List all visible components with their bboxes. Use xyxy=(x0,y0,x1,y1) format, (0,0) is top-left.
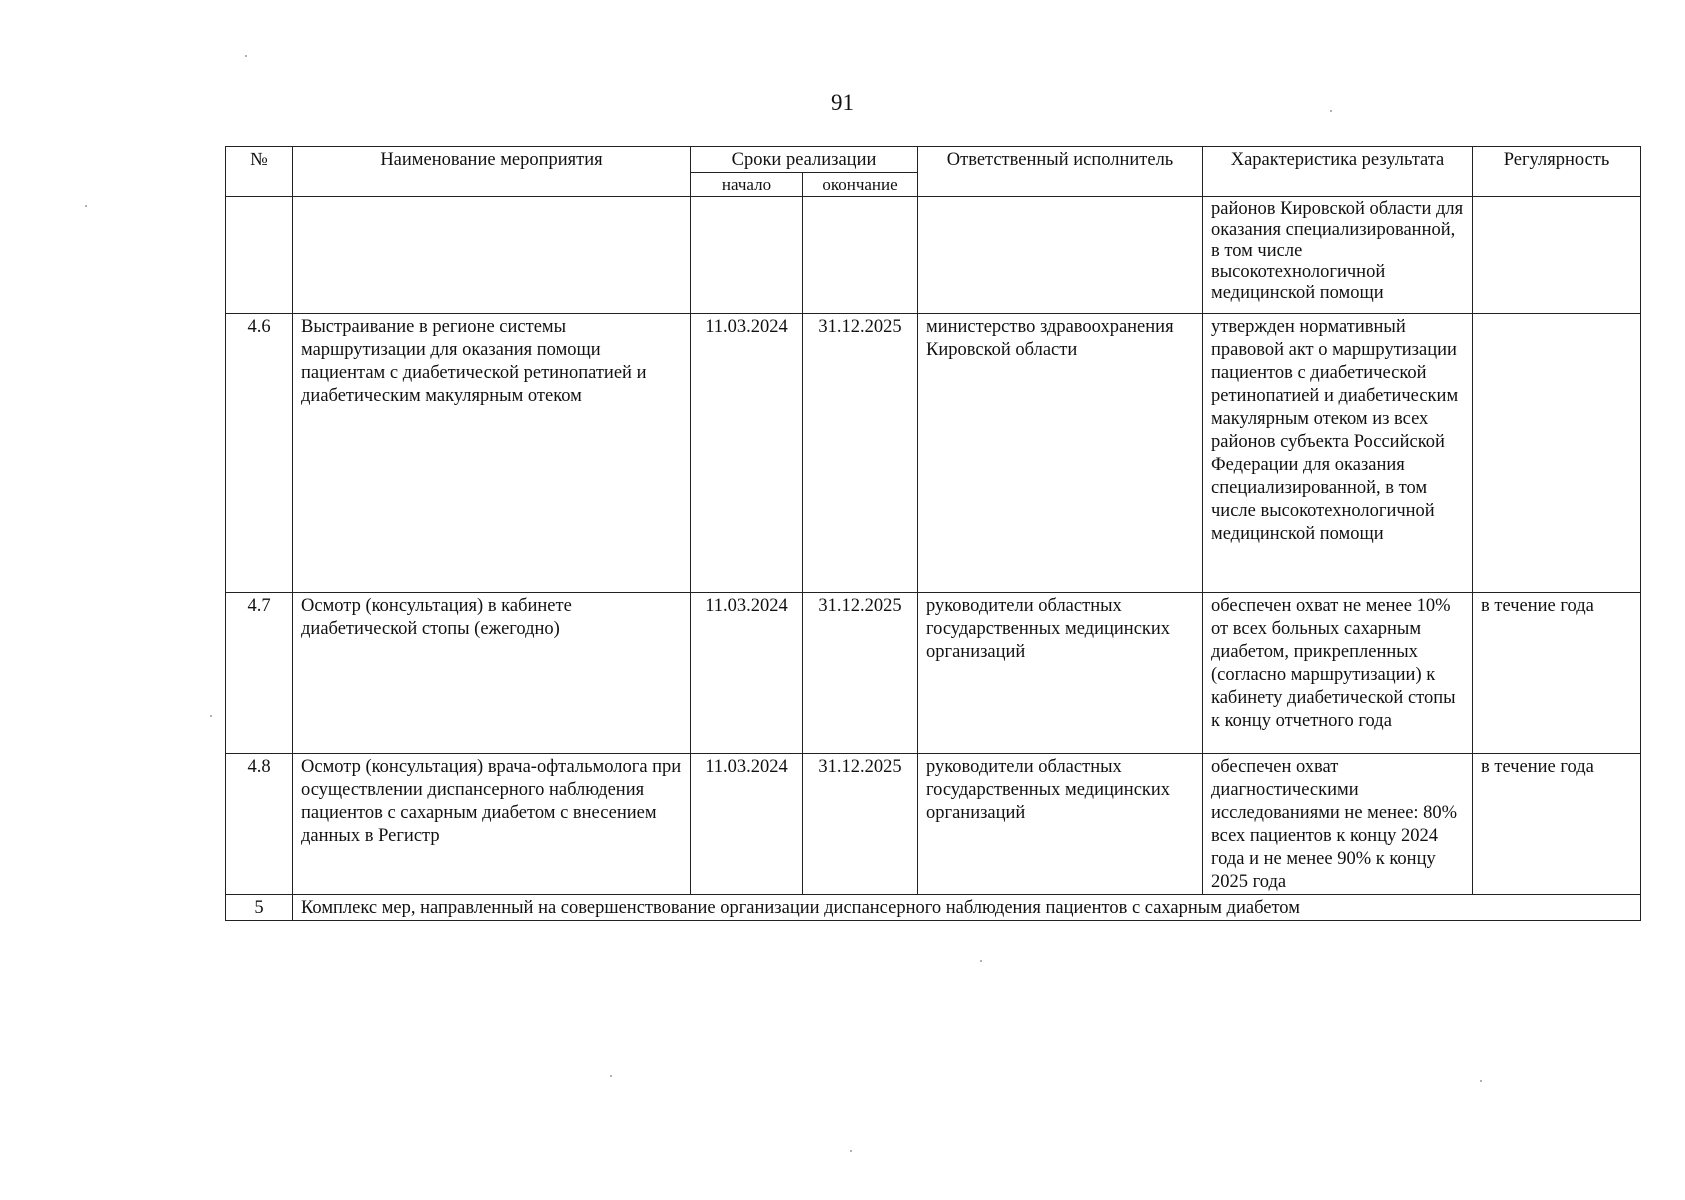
cell-start xyxy=(691,197,803,314)
cell-result: обеспечен охват диагностическими исследованиями не менее: 80% всех пациентов к концу 2024 года и не менее 90% к концу 2025 года xyxy=(1203,754,1473,895)
cell-start: 11.03.2024 xyxy=(691,754,803,895)
cell-regularity xyxy=(1473,197,1641,314)
cell-result: районов Кировской области для оказания специализированной, в том числе высокотехнологичной медицинской помощи xyxy=(1203,197,1473,314)
cell-name: Осмотр (консультация) врача-офтальмолога при осуществлении диспансерного наблюдения пациентов с сахарным диабетом с внесением данных в Регистр xyxy=(293,754,691,895)
scan-speck xyxy=(245,55,247,57)
cell-name xyxy=(293,197,691,314)
section-title: Комплекс мер, направленный на совершенствование организации диспансерного наблюдения пациентов с сахарным диабетом xyxy=(293,895,1641,921)
cell-end xyxy=(803,197,918,314)
cell-end: 31.12.2025 xyxy=(803,593,918,754)
scan-speck xyxy=(210,715,212,717)
scan-speck xyxy=(1330,110,1332,112)
action-plan-table xyxy=(225,146,1641,921)
cell-num xyxy=(226,197,293,314)
cell-regularity: в течение года xyxy=(1473,593,1641,754)
header-responsible: Ответственный исполнитель xyxy=(918,147,1203,197)
cell-num: 4.6 xyxy=(226,314,293,593)
cell-start: 11.03.2024 xyxy=(691,593,803,754)
header-name: Наименование мероприятия xyxy=(293,147,691,197)
cell-num: 4.8 xyxy=(226,754,293,895)
header-row xyxy=(226,147,1641,173)
cell-responsible: руководители областных государственных медицинских организаций xyxy=(918,754,1203,895)
header-period: Сроки реализации xyxy=(691,147,918,173)
table-row xyxy=(226,754,1641,895)
cell-end: 31.12.2025 xyxy=(803,314,918,593)
header-end: окончание xyxy=(803,173,918,197)
cell-start: 11.03.2024 xyxy=(691,314,803,593)
scan-speck xyxy=(1480,1080,1482,1082)
cell-responsible: руководители областных государственных медицинских организаций xyxy=(918,593,1203,754)
scan-speck xyxy=(85,205,87,207)
cell-end: 31.12.2025 xyxy=(803,754,918,895)
table-row xyxy=(226,314,1641,593)
table-row xyxy=(226,197,1641,314)
scan-speck xyxy=(850,1150,852,1152)
table-row xyxy=(226,593,1641,754)
cell-responsible xyxy=(918,197,1203,314)
header-num: № xyxy=(226,147,293,197)
cell-name: Выстраивание в регионе системы маршрутизации для оказания помощи пациентам с диабетической ретинопатией и диабетическим макулярным отеком xyxy=(293,314,691,593)
scan-speck xyxy=(980,960,982,962)
cell-regularity: в течение года xyxy=(1473,754,1641,895)
cell-name: Осмотр (консультация) в кабинете диабетической стопы (ежегодно) xyxy=(293,593,691,754)
header-result: Характеристика результата xyxy=(1203,147,1473,197)
cell-num: 4.7 xyxy=(226,593,293,754)
page-number: 91 xyxy=(831,90,854,115)
cell-regularity xyxy=(1473,314,1641,593)
cell-responsible: министерство здравоохранения Кировской области xyxy=(918,314,1203,593)
section-num: 5 xyxy=(226,895,293,921)
header-start: начало xyxy=(691,173,803,197)
cell-result: утвержден нормативный правовой акт о маршрутизации пациентов с диабетической ретинопатией и диабетическим макулярным отеком из всех районов субъекта Российской Федерации для оказания специализированной, в том числе высокотехнологичной медицинской помощи xyxy=(1203,314,1473,593)
cell-result: обеспечен охват не менее 10% от всех больных сахарным диабетом, прикрепленных (согласно маршрутизации) к кабинету диабетической стопы к концу отчетного года xyxy=(1203,593,1473,754)
section-row xyxy=(226,895,1641,921)
header-regularity: Регулярность xyxy=(1473,147,1641,197)
scan-speck xyxy=(610,1075,612,1077)
